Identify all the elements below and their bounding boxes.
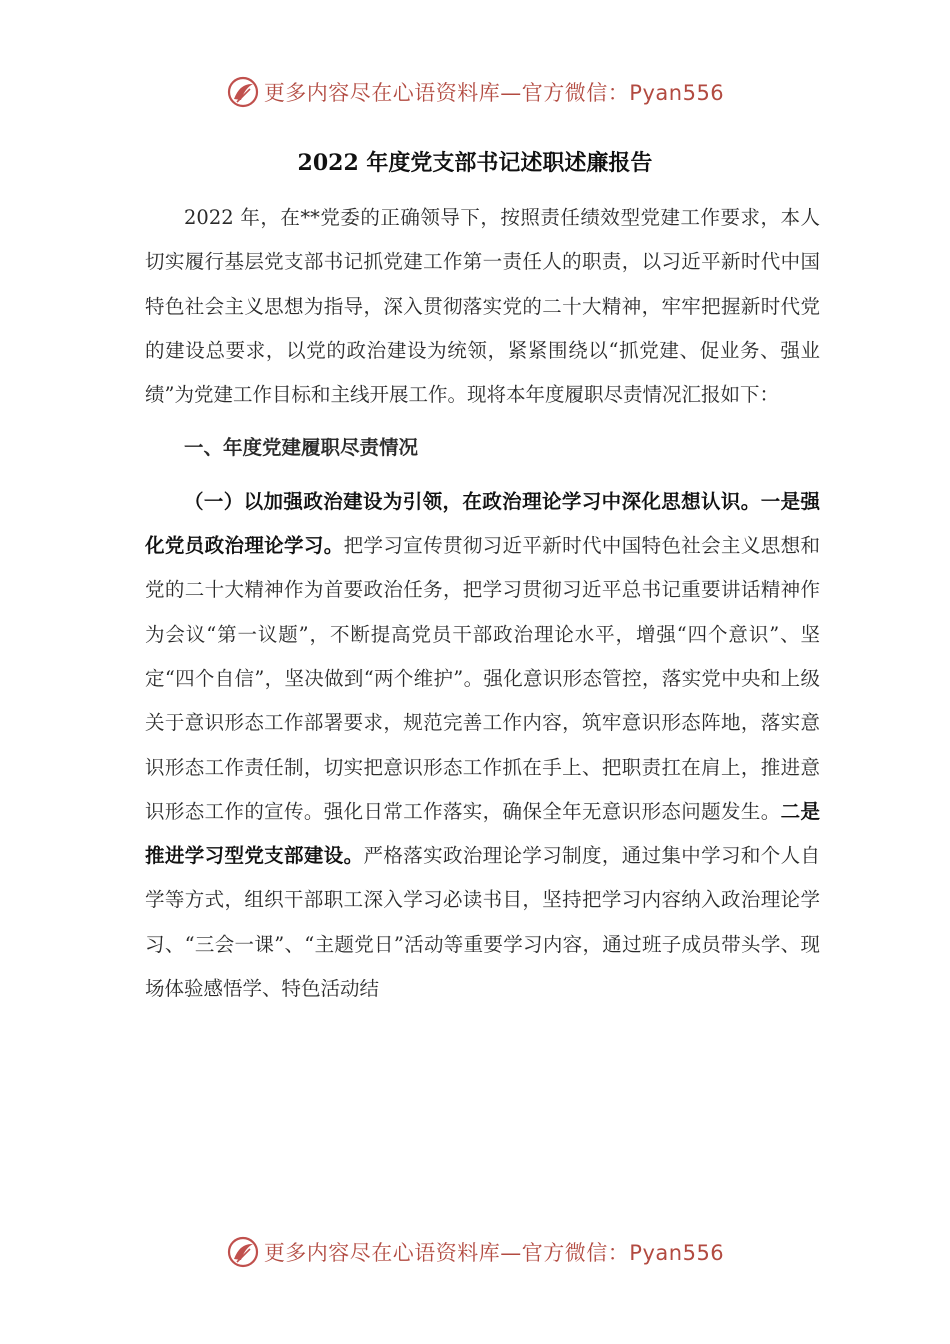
body-paragraph	[145, 480, 820, 1012]
logo-icon	[226, 75, 260, 109]
watermark-footer	[0, 1232, 950, 1272]
point-heading-1: 一是强化党员政治理论学习。	[145, 489, 820, 558]
section-heading: 一、年度党建履职尽责情况	[184, 436, 419, 460]
intro-paragraph: 2022 年，在**党委的正确领导下，按照责任绩效型党建工作要求，本人切实履行基层党支部书记抓党建工作第一责任人的职责，以习近平新时代中国特色社会主义思想为指导，深入贯彻落实党的二十大精神，牢牢把握新时代党的建设总要求，以党的政治建设为统领，紧紧围绕以“抓党建、促业务、强业绩”为党建工作目标和主线开展工作。现将本年度履职尽责情况汇报如下：	[145, 206, 820, 407]
document-title: 2022 年度党支部书记述职述廉报告	[297, 150, 653, 176]
point-heading-2: 二是推进学习型党支部建设。	[145, 799, 820, 868]
logo-icon	[226, 1235, 260, 1269]
subsection-heading: （一）以加强政治建设为引领，在政治理论学习中深化思想认识。	[184, 489, 761, 513]
watermark-text: 更多内容尽在心语资料库—官方微信：Pyan556	[263, 81, 725, 105]
document-body	[145, 196, 820, 1011]
watermark-header	[0, 72, 950, 112]
point-body-1: 把学习宣传贯彻习近平新时代中国特色社会主义思想和党的二十大精神作为首要政治任务，把学习贯彻习近平总书记重要讲话精神作为会议“第一议题”，不断提高党员干部政治理论水平，增强“四个意识”、坚定“四个自信”，坚决做到“两个维护”。强化意识形态管控，落实党中央和上级关于意识形态工作部署要求，规范完善工作内容，筑牢意识形态阵地，落实意识形态工作责任制，切实把意识形态工作抓在手上、把职责扛在肩上，推进意识形态工作的宣传。强化日常工作落实，确保全年无意识形态问题发生。	[145, 534, 820, 823]
point-body-2: 严格落实政治理论学习制度，通过集中学习和个人自学等方式，组织干部职工深入学习必读书目，坚持把学习内容纳入政治理论学习、“三会一课”、“主题党日”活动等重要学习内容，通过班子成员带头学、现场体验感悟学、特色活动结	[145, 844, 820, 1001]
watermark-text: 更多内容尽在心语资料库—官方微信：Pyan556	[263, 1241, 725, 1265]
